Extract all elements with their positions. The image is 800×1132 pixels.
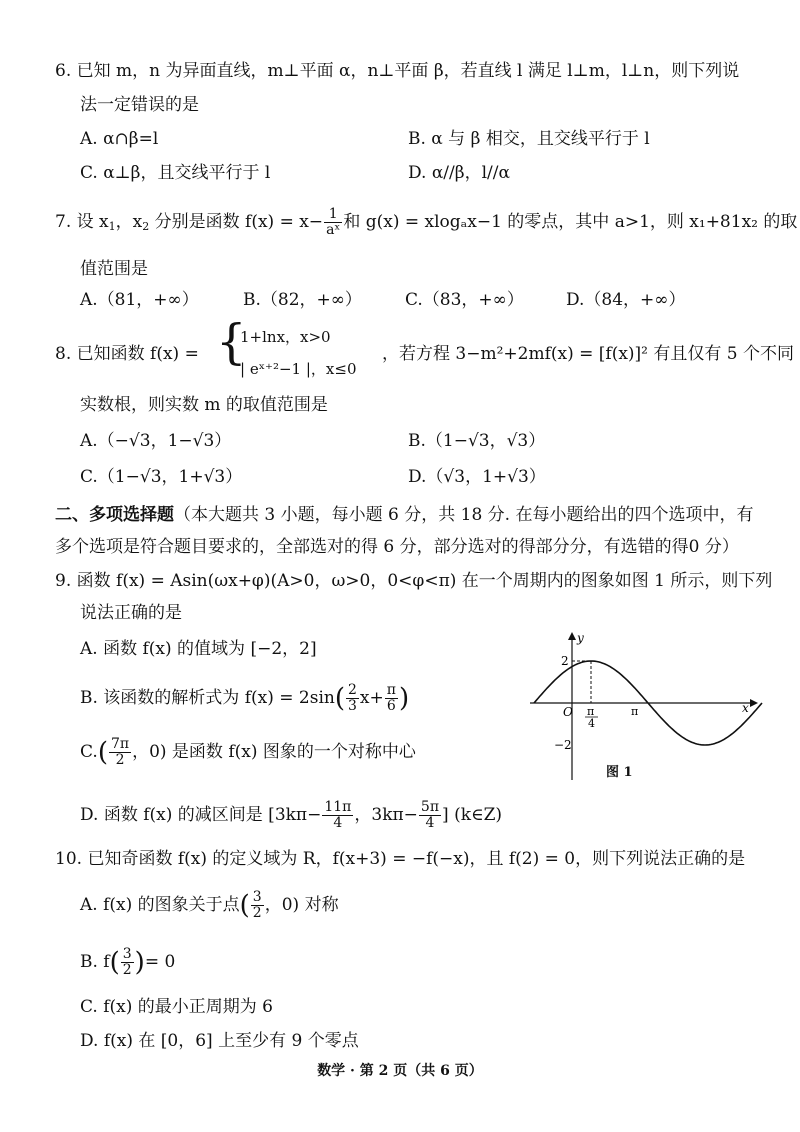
q6-option-d: D. α//β，l//α <box>408 163 510 183</box>
q9-option-c: C.( $\frac{7\pi}{2}$ ，0) 是函数 f(x) 图象的一个对称中心 <box>80 736 416 768</box>
q8-case-brace: { <box>216 314 247 370</box>
figure-caption: 图 1 <box>606 765 633 780</box>
x-axis-label: x <box>742 701 749 715</box>
q8-option-a: A.（−√3，1−√3） <box>80 431 232 451</box>
q10-stem: 10. 已知奇函数 f(x) 的定义域为 R，f(x+3) = −f(−x)，且 f(2) = 0，则下列说法正确的是 <box>55 849 746 869</box>
q6-option-c: C. α⊥β，且交线平行于 l <box>80 163 271 183</box>
q8-stem-prefix: 8. 已知函数 f(x) = <box>55 344 199 364</box>
q8-option-c: C.（1−√3，1+√3） <box>80 467 243 487</box>
q7-stem-line1: 7. 设 $x_1$，$x_2$ 分别是函数 f(x) = x− $\frac{1}{\text{aˣ}}$ 和 g(x) = xlogₐx−1 的零点，其中 a>1，则 x₁+81x₂ 的取 <box>55 206 798 238</box>
section2-line2: 多个选项是符合题目要求的，全部选对的得 6 分，部分选对的得部分分，有选错的得0 分） <box>55 537 739 557</box>
page-footer: 数学 · 第 2 页（共 6 页） <box>317 1063 483 1079</box>
y-axis-arrow <box>568 632 576 640</box>
tick-pi4-num: π <box>587 705 595 718</box>
q9-option-d: D. 函数 f(x) 的减区间是 [3kπ− $\frac{11\pi}{4}$ ，3kπ− $\frac{5\pi}{4}$ ] (k∈Z) <box>80 799 503 831</box>
q9-stem-line1: 9. 函数 f(x) = Asin(ωx+φ)(A>0，ω>0，0<φ<π) 在一个周期内的图象如图 1 所示，则下列 <box>55 571 773 591</box>
q8-option-d: D.（√3，1+√3） <box>408 467 546 487</box>
section2-title: 二、多项选择题 <box>55 505 174 525</box>
q6-option-b: B. α 与 β 相交，且交线平行于 l <box>408 129 650 149</box>
origin-label: O <box>563 705 573 719</box>
q8-case2: | eˣ⁺²−1 |，x≤0 <box>240 360 357 378</box>
q9-option-a: A. 函数 f(x) 的值域为 [−2，2] <box>80 639 317 659</box>
q6-option-a: A. α∩β=l <box>80 129 159 149</box>
q10-option-a: A. f(x) 的图象关于点( $\frac{3}{2}$ ，0) 对称 <box>80 889 339 921</box>
y-axis-label: y <box>577 631 584 645</box>
q8-option-b: B.（1−√3，√3） <box>408 431 546 451</box>
q6-stem-line1: 6. 已知 m，n 为异面直线，m⊥平面 α，n⊥平面 β，若直线 l 满足 l⊥m，l⊥n，则下列说 <box>55 61 740 81</box>
q9-option-b: B. 该函数的解析式为 f(x) = 2sin( $\frac{2}{3}$ x+ $\frac{\pi}{6}$ ) <box>80 682 410 714</box>
q10-option-d: D. f(x) 在 [0，6] 上至少有 9 个零点 <box>80 1031 359 1051</box>
q7-option-d: D.（84，+∞） <box>566 290 686 310</box>
tick-pi-label: π <box>631 705 639 718</box>
q7-fraction: $\frac{1}{\text{aˣ}}$ <box>326 206 341 238</box>
q8-case1: 1+lnx，x>0 <box>240 328 331 346</box>
q6-stem-line2: 法一定错误的是 <box>80 95 199 115</box>
q8-stem-line1: ，若方程 3−m²+2mf(x) = [f(x)]² 有且仅有 5 个不同 <box>382 344 795 364</box>
q8-stem-line2: 实数根，则实数 m 的取值范围是 <box>80 395 328 415</box>
q7-stem-line2: 值范围是 <box>80 259 148 279</box>
q10-option-b: B. f( $\frac{3}{2}$ )= 0 <box>80 946 176 978</box>
y-min-label: −2 <box>554 738 572 752</box>
q10-option-c: C. f(x) 的最小正周期为 6 <box>80 997 273 1017</box>
q7-option-c: C.（83，+∞） <box>405 290 524 310</box>
q7-option-b: B.（82，+∞） <box>243 290 362 310</box>
x-axis-arrow <box>750 699 758 707</box>
q9-figure-graph <box>530 630 770 790</box>
q9-stem-line2: 说法正确的是 <box>80 603 182 623</box>
q7-option-a: A.（81，+∞） <box>80 290 199 310</box>
section2-line1: 二、多项选择题（本大题共 3 小题，每小题 6 分，共 18 分. 在每小题给出的四个选项中，有 <box>55 505 754 525</box>
y-max-label: 2 <box>561 654 569 668</box>
tick-pi4-den: 4 <box>588 717 595 730</box>
